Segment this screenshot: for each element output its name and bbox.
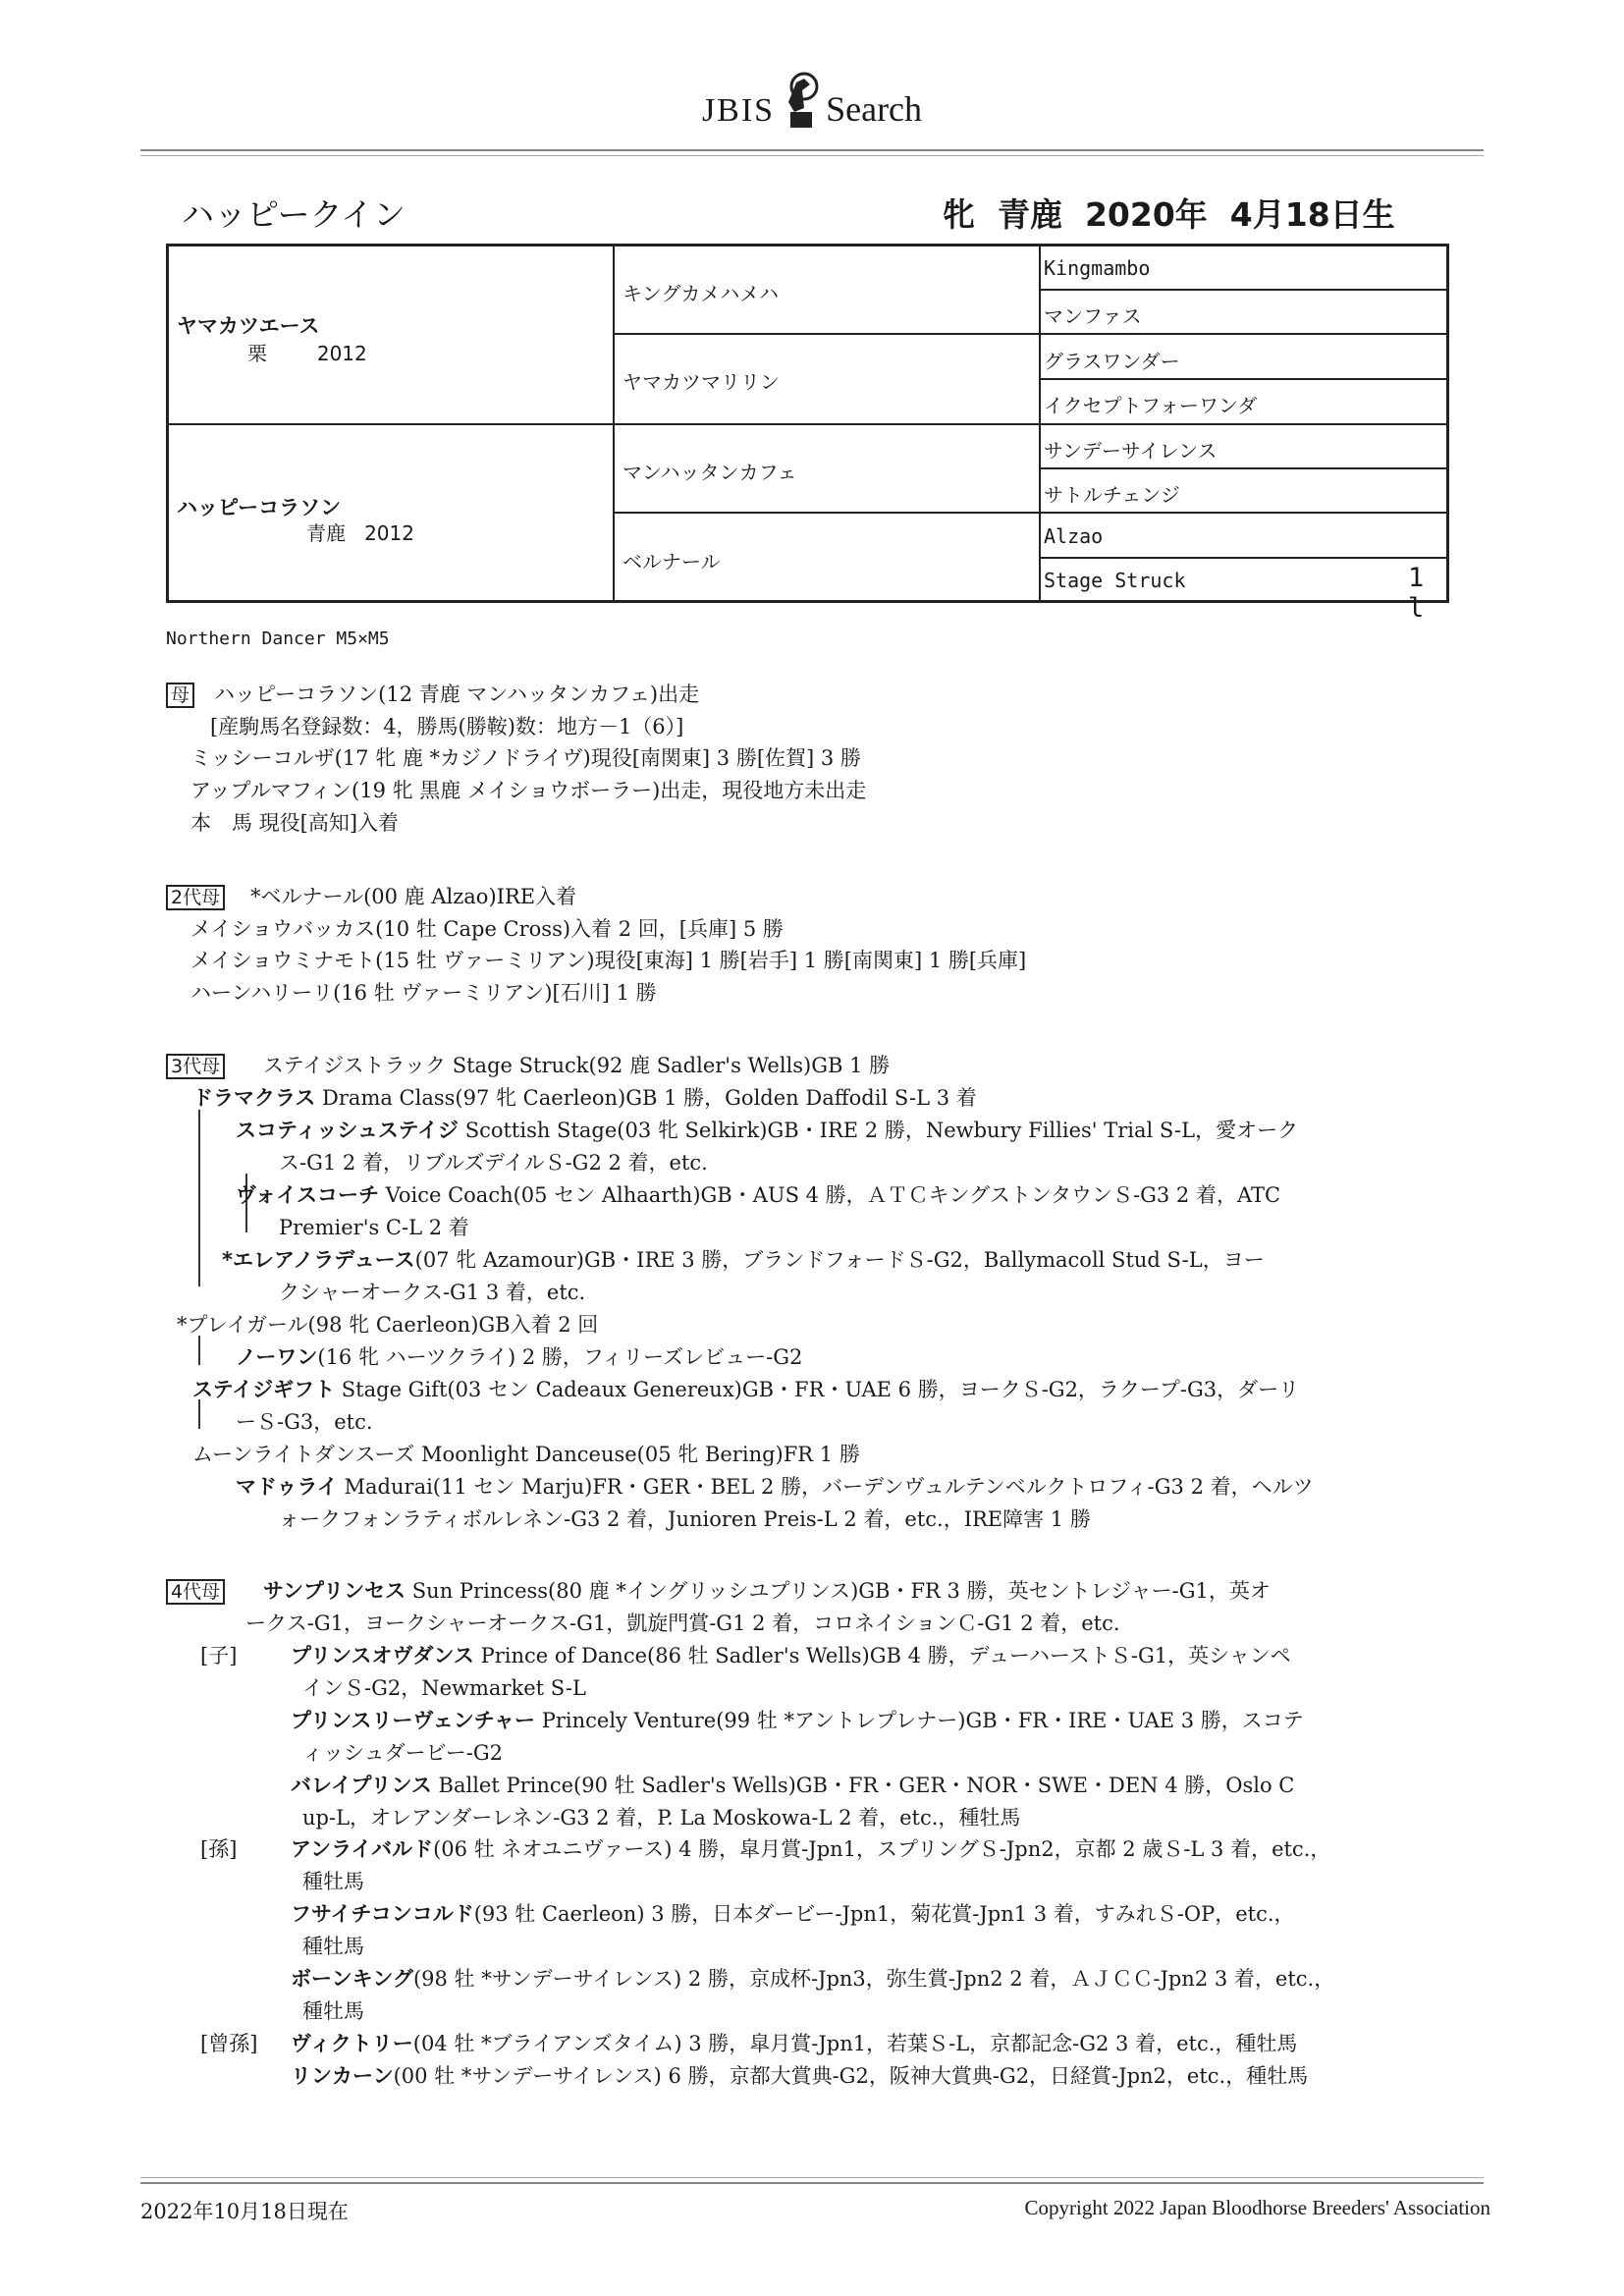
horse-sex-color-birthdate: 牝 青鹿 2020年 4月18日生 [943,195,1395,234]
sec4-item: ボーンキング(98 牡 *サンデーサイレンス) 2 勝，京成杯-Jpn3，弥生賞-Jpn2 2 着，ＡＪＣＣ-Jpn2 3 着，etc.， [291,1967,1335,1991]
sec3-item: Premier's C-L 2 着 [279,1216,469,1239]
g3-ancestor: Kingmambo [1044,256,1151,280]
dam-detail: 青鹿 2012 [306,521,414,545]
sec4-label-box: 4代母 [166,1579,225,1605]
footer-rule [140,2182,1484,2184]
sire-dam: ヤマカツマリリン [623,370,780,394]
sec3-item: ノーワン(16 牝 ハーツクライ) 2 勝，フィリーズレビュー-G2 [236,1345,803,1369]
sec1-label-box: 母 [166,683,194,708]
sec4-item: フサイチコンコルド(93 牡 Caerleon) 3 勝，日本ダービー-Jpn1，菊花賞-Jpn1 3 着，すみれＳ-OP，etc.， [291,1902,1295,1926]
sec3-item: ーＳ-G3，etc. [236,1410,373,1434]
family-tree-bar [198,1336,200,1365]
dam-name: ハッピーコラソン [177,496,342,519]
sec3-item: *エレアノラデュース(07 牝 Azamour)GB・IRE 3 勝，ブランドフォードＳ-G2，Ballymacoll Stud S-L，ヨー [222,1248,1265,1272]
copyright: Copyright 2022 Japan Bloodhorse Breeders' Association [1024,2196,1490,2219]
sec4-item: 種牡馬 [302,1870,364,1893]
pedigree-divider [1039,289,1446,291]
sec3-item: ステイジギフト Stage Gift(03 セン Cadeaux Genereux)GB・FR・UAE 6 勝，ヨークＳ-G2，ラクープ-G3，ダーリ [192,1378,1300,1401]
sec1-line: アップルマフィン(19 牝 黒鹿 メイショウボーラー)出走，現役地方未出走 [190,779,867,802]
sec3-item: クシャーオークス-G1 3 着，etc. [279,1281,586,1304]
sec4-item: リンカーン(00 牡 *サンデーサイレンス) 6 勝，京都大賞典-G2，阪神大賞典-G2，日経賞-Jpn2，etc.，種牡馬 [291,2064,1309,2088]
sec2-label-box: 2代母 [166,885,225,910]
g3-ancestor: イクセプトフォーワンダ [1044,394,1258,417]
pedigree-divider [1039,378,1446,380]
header-rule-thin [140,155,1484,156]
inbreeding-note: Northern Dancer M5×M5 [166,629,390,649]
pedigree-divider [1039,467,1446,469]
sec3-head: ステイジストラック Stage Struck(92 鹿 Sadler's Wells)GB 1 勝 [263,1054,891,1077]
sec4-item: プリンスリーヴェンチャー Princely Venture(99 牡 *アントレプレナー)GB・FR・IRE・UAE 3 勝，スコテ [291,1709,1304,1732]
as-of-date: 2022年10月18日現在 [140,2200,349,2223]
jbis-search-logo [0,69,1624,147]
sire-name: ヤマカツエース [177,314,320,338]
footer-rule-thin [140,2177,1484,2178]
sec3-item: マドゥライ Madurai(11 セン Marju)FR・GER・BEL 2 勝，バーデンヴュルテンベルクトロフィ-G3 2 着，ヘルツ [236,1475,1314,1499]
pedigree-divider [1039,557,1446,559]
sire-detail: 栗 2012 [247,342,367,365]
sec4-item: プリンスオヴダンス Prince of Dance(86 牡 Sadler's Wells)GB 4 勝，デューハーストＳ-G1，英シャンペ [291,1644,1291,1667]
sec4-item: 種牡馬 [302,1999,364,2023]
sec4-item: ィッシュダービー-G2 [302,1741,503,1765]
sec2-line: *ベルナール(00 鹿 Alzao)IRE入着 [250,885,577,908]
header-rule [140,149,1484,151]
sec1-line: [産駒馬名登録数：4，勝馬(勝鞍)数：地方－1（6）] [210,715,684,738]
pedigree-divider [169,423,1446,425]
sec3-item: ムーンライトダンスーズ Moonlight Danceuse(05 牝 Bering)FR 1 勝 [192,1443,860,1466]
generation-tag: [孫] [200,1837,238,1861]
sec3-item: ヴォイスコーチ Voice Coach(05 セン Alhaarth)GB・AUS 4 勝，ＡＴＣキングストンタウンＳ-G3 2 着，ATC [236,1183,1281,1207]
sec4-item: up-L，オレアンダーレネン-G3 2 着，P. La Moskowa-L 2 着，etc.，種牡馬 [302,1806,1021,1830]
sec3-item: スコティッシュステイジ Scottish Stage(03 牝 Selkirk)GB・IRE 2 勝，Newbury Fillies' Trial S-L，愛オーク [236,1119,1299,1142]
sec4-item: アンライバルド(06 牡 ネオユニヴァース) 4 勝，皐月賞-Jpn1，スプリングＳ-Jpn2，京都 2 歳Ｓ-L 3 着，etc.， [291,1837,1331,1861]
sec4-item: 種牡馬 [302,1935,364,1958]
sec1-line: ハッピーコラソン(12 青鹿 マンハッタンカフェ)出走 [214,683,700,706]
sec4-item: ヴィクトリー(04 牡 *ブライアンズタイム) 3 勝，皐月賞-Jpn1，若葉Ｓ-L，京都記念-G2 3 着，etc.，種牡馬 [291,2032,1298,2055]
dam-sire: マンハッタンカフェ [623,461,797,484]
generation-tag: [曾孫] [200,2032,258,2055]
sec4-head: サンプリンセス Sun Princess(80 鹿 *イングリッシユプリンス)GB・FR 3 勝，英セントレジャー-G1，英オ [263,1579,1271,1603]
pedigree-divider [613,333,1446,335]
sire-sire: キングカメハメハ [623,282,779,305]
family-number: 1 l [1408,563,1425,624]
sec3-item: ォークフォンラティボルレネン-G3 2 着，Junioren Preis-L 2 着，etc.，IRE障害 1 勝 [279,1507,1091,1531]
generation-tag: [子] [200,1644,238,1667]
g3-ancestor: Stage Struck [1044,569,1186,592]
g3-ancestor: サンデーサイレンス [1044,439,1218,463]
dam-dam: ベルナール [623,550,721,574]
pedigree-divider [613,512,1446,514]
sec2-line: メイショウバッカス(10 牡 Cape Cross)入着 2 回，[兵庫] 5 勝 [190,917,784,941]
pedigree-table [166,244,1449,624]
g3-ancestor: グラスワンダー [1044,350,1180,373]
g3-ancestor: サトルチェンジ [1044,483,1180,507]
sec4-item: インＳ-G2，Newmarket S-L [302,1676,586,1700]
sec4-head-cont: ークス-G1，ヨークシャーオークス-G1，凱旋門賞-G1 2 着，コロネイションＣ-G1 2 着，etc. [245,1612,1120,1635]
horse-magnifier-icon [775,69,826,130]
sec3-item: ドラマクラス Drama Class(97 牝 Caerleon)GB 1 勝，Golden Daffodil S-L 3 着 [192,1086,977,1110]
sec3-item: *プレイガール(98 牝 Caerleon)GB入着 2 回 [177,1313,599,1337]
g3-ancestor: Alzao [1044,524,1104,548]
sec1-line: 本 馬 現役[高知]入着 [190,811,400,835]
pedigree-divider [1039,246,1041,600]
logo-jbis-text: JBIS [701,92,776,129]
family-tree-bar [198,1110,200,1286]
g3-ancestor: マンファス [1044,304,1142,328]
horse-name: ハッピークイン [182,195,406,234]
logo-search-text: Search [826,89,923,129]
sec3-item: ス-G1 2 着，リブルズデイルＳ-G2 2 着，etc. [279,1151,708,1175]
sec2-line: ハーンハリーリ(16 牡 ヴァーミリアン)[石川] 1 勝 [190,981,657,1005]
family-tree-bar [198,1399,200,1429]
sec1-line: ミッシーコルザ(17 牝 鹿 *カジノドライヴ)現役[南関東] 3 勝[佐賀] 3 勝 [190,746,861,770]
sec3-label-box: 3代母 [166,1054,225,1079]
sec2-line: メイショウミナモト(15 牡 ヴァーミリアン)現役[東海] 1 勝[岩手] 1 勝[南関東] 1 勝[兵庫] [190,949,1027,972]
sec4-item: バレイプリンス Ballet Prince(90 牡 Sadler's Wells)GB・FR・GER・NOR・SWE・DEN 4 勝，Oslo C [291,1774,1295,1797]
pedigree-divider [613,246,615,600]
